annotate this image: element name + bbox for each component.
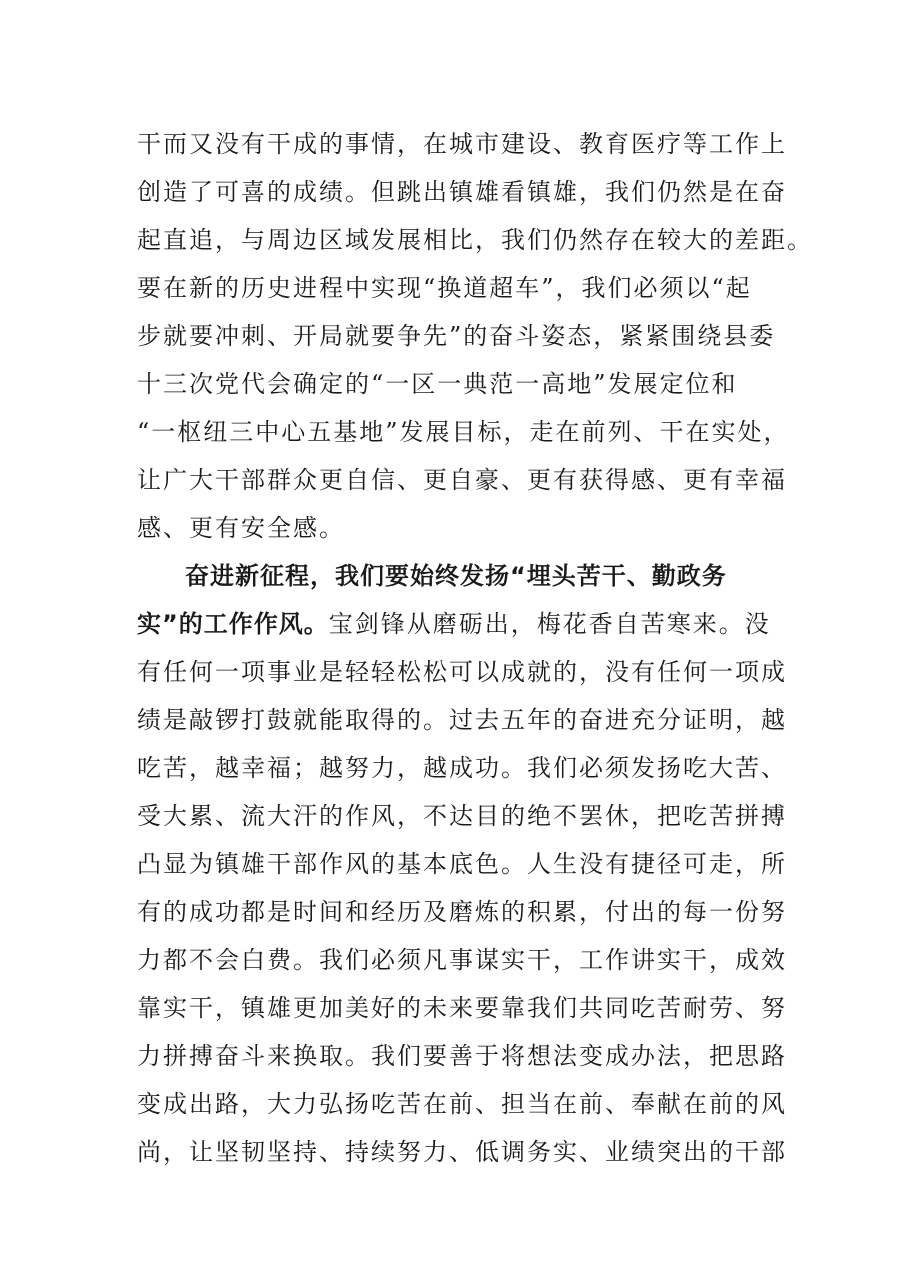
paragraph-line: 吃苦，越幸福；越努力，越成功。我们必须发扬吃大苦、 [137, 754, 787, 782]
paragraph-line-text: 宝剑锋从磨砺出，梅花香自苦寒来。没 [328, 610, 771, 638]
paragraph-line: 有任何一项事业是轻轻松松可以成就的，没有任何一项成 [137, 658, 787, 686]
paragraph-line: 干而又没有干成的事情，在城市建设、教育医疗等工作上 [137, 130, 787, 158]
paragraph-line: 凸显为镇雄干部作风的基本底色。人生没有捷径可走，所 [137, 850, 787, 878]
paragraph-line: “一枢纽三中心五基地”发展目标，走在前列、干在实处， [137, 418, 790, 446]
section-heading-end: 实”的工作作风。 [137, 610, 329, 638]
paragraph-line: 力都不会白费。我们必须凡事谋实干，工作讲实干，成效 [137, 946, 787, 974]
paragraph-line: 步就要冲刺、开局就要争先”的奋斗姿态，紧紧围绕县委 [137, 322, 776, 350]
section-heading: 奋进新征程，我们要始终发扬“埋头苦干、勤政务 [185, 562, 727, 590]
paragraph-line: 绩是敲锣打鼓就能取得的。过去五年的奋进充分证明，越 [137, 706, 787, 734]
paragraph-line: 创造了可喜的成绩。但跳出镇雄看镇雄，我们仍然是在奋 [137, 178, 787, 206]
paragraph-line: 十三次党代会确定的“一区一典范一高地”发展定位和 [137, 370, 738, 398]
paragraph-line: 受大累、流大汗的作风，不达目的绝不罢休，把吃苦拼搏 [137, 802, 787, 830]
paragraph-line: 要在新的历史进程中实现“换道超车”，我们必须以“起 [137, 274, 752, 302]
paragraph-line: 起直追，与周边区域发展相比，我们仍然存在较大的差距。 [137, 226, 813, 254]
paragraph-line: 尚，让坚韧坚持、持续努力、低调务实、业绩突出的干部 [137, 1138, 787, 1166]
paragraph-line: 有的成功都是时间和经历及磨炼的积累，付出的每一份努 [137, 898, 787, 926]
paragraph-line [137, 609, 771, 639]
paragraph-line: 靠实干，镇雄更加美好的未来要靠我们共同吃苦耐劳、努 [137, 994, 787, 1022]
paragraph-line: 力拼搏奋斗来换取。我们要善于将想法变成办法，把思路 [137, 1042, 787, 1070]
paragraph-line: 变成出路，大力弘扬吃苦在前、担当在前、奉献在前的风 [137, 1090, 787, 1118]
paragraph-line: 让广大干部群众更自信、更自豪、更有获得感、更有幸福 [137, 466, 787, 494]
paragraph-line: 感、更有安全感。 [137, 514, 345, 542]
